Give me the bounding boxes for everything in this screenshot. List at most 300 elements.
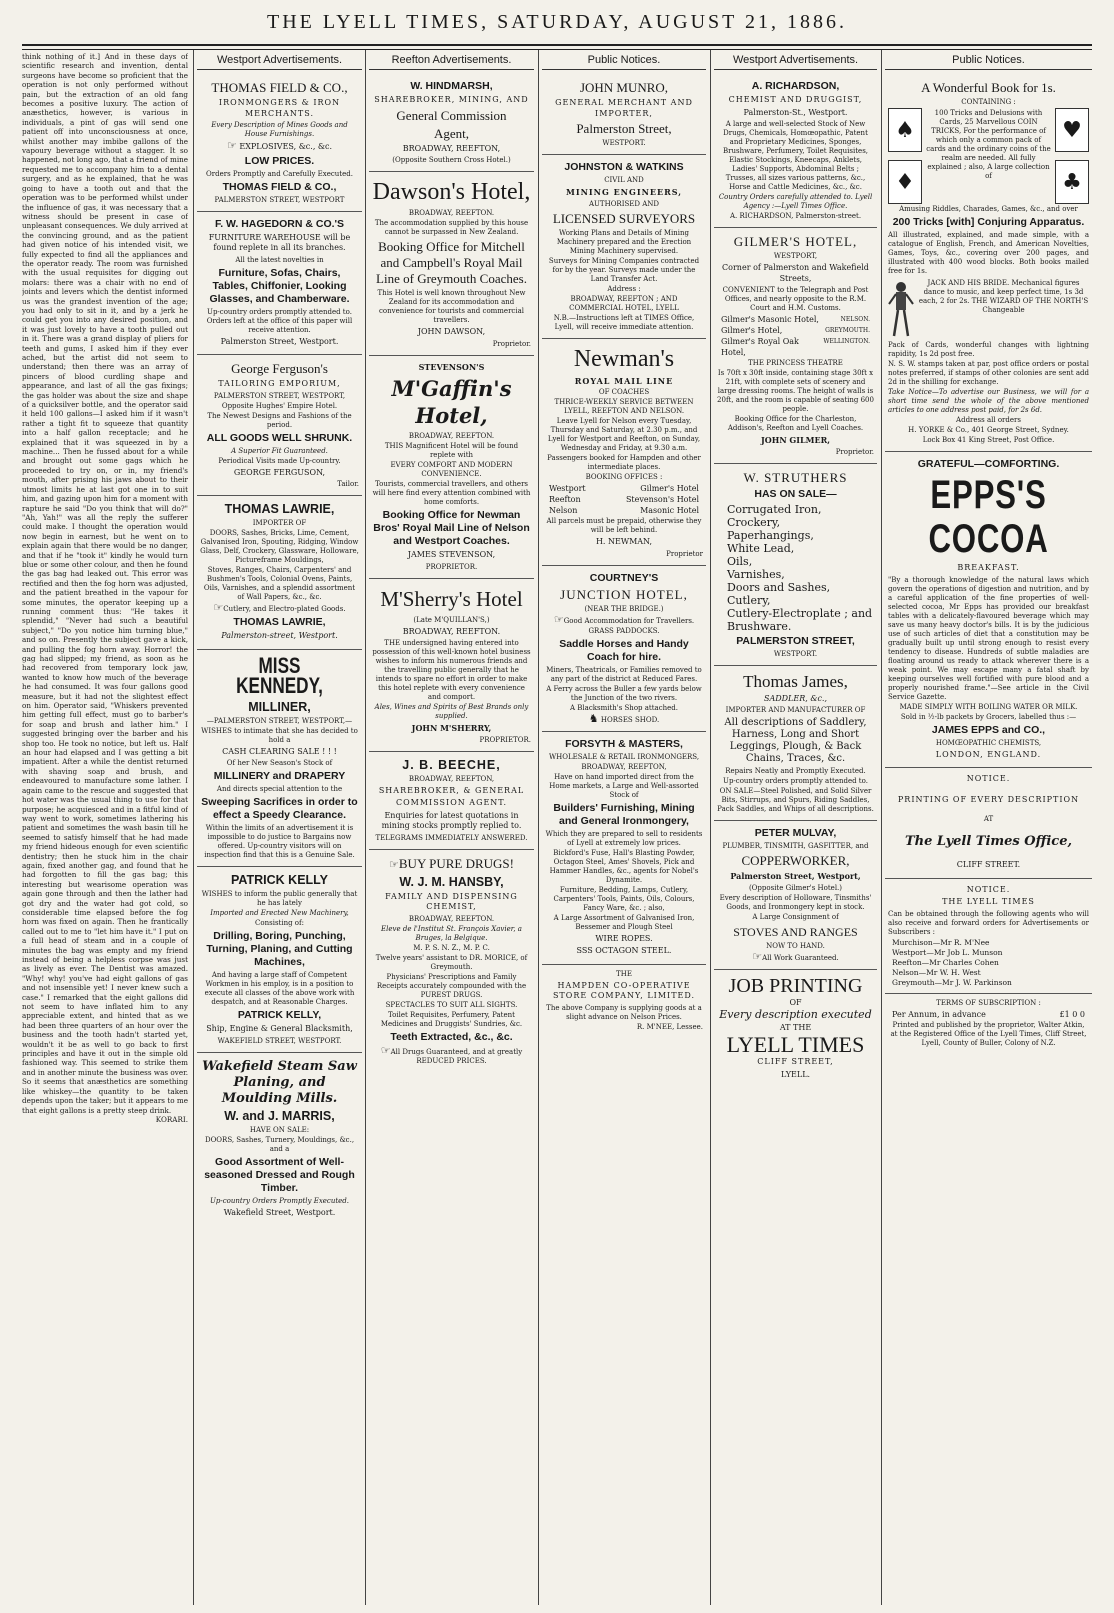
list-item: Corrugated Iron, <box>727 502 822 516</box>
masthead-rule <box>22 44 1092 50</box>
ad-line: CIVIL AND <box>604 176 644 184</box>
ad-title: M'Gaffin's Hotel, <box>391 376 512 428</box>
ad-line: Proprietor. <box>492 339 531 348</box>
ad-address: Palmerston Street, Westport, <box>730 871 861 881</box>
ad-patrick-kelly <box>197 867 362 1053</box>
ad-line: Good Assortment of Well-seasoned Dressed and Rough Timber. <box>204 1155 355 1194</box>
ad-line: Take Notice—To advertise our Business, we will for a short time send the whole of the above mentioned articles to one address post paid, for 2s 6d. <box>888 388 1089 414</box>
ad-line: Builders' Furnishing, Mining and General Ironmongery, <box>553 801 695 827</box>
ad-line: PLUMBER, TINSMITH, GASFITTER, and <box>722 842 869 850</box>
ad-line: THOMAS FIELD & CO., <box>222 180 337 193</box>
spade-card-icon: ♠ <box>888 108 922 152</box>
ad-line: MINING ENGINEERS, <box>566 187 682 197</box>
ad-address: Lock Box 41 King Street, Post Office. <box>922 436 1055 444</box>
dancing-figure-icon <box>888 280 914 340</box>
list-item: Nelson—Mr W. H. West <box>892 967 981 977</box>
ad-line: HAVE ON SALE: <box>249 1125 310 1134</box>
ad-title: A. RICHARDSON, <box>751 80 840 92</box>
ad-line: THIS Magnificent Hotel will be found replete with <box>384 442 519 459</box>
ad-line: A Blacksmith's Shop attached. <box>569 703 678 712</box>
ad-line: A Ferry across the Buller a few yards below the Junction of the two rivers. <box>546 684 702 702</box>
column-heading: Public Notices. <box>542 52 706 70</box>
list-item: Greymouth—Mr J. W. Parkinson <box>892 977 1012 987</box>
ad-signature: JAMES EPPS and CO., <box>931 723 1046 736</box>
diamond-card-icon: ♦ <box>888 160 922 204</box>
ad-title: JUNCTION HOTEL, <box>560 586 688 602</box>
ad-address: CLIFF STREET. <box>956 860 1021 869</box>
ad-struthers <box>714 464 877 666</box>
ad-line: And having a large staff of Competent Workmen in his employ, is in a position to execute all classes of the above work with despatch, and at Reasonable Charges. <box>204 971 355 1006</box>
column-public-notices-2 <box>885 52 1092 1604</box>
ad-line: Printed and published by the proprietor, Walter Atkin, at the Registered Office of the Lyell Times, Cliff Street, Lyell, County of Buller, Colony of N.Z. <box>890 1020 1087 1047</box>
ad-line: N. S. W. stamps taken at par, post office orders or postal notes preferred, if stamps of other colonies are sent add 2d in the shilling for exchange. <box>888 360 1089 386</box>
ad-line: Every description executed <box>719 1008 872 1021</box>
ad-line: WHOLESALE & RETAIL IRONMONGERS, <box>548 752 700 761</box>
ad-line: SHAREBROKER, MINING, AND <box>374 95 529 104</box>
ad-line: MILLINERY and DRAPERY <box>213 770 346 782</box>
ad-line: Physicians' Prescriptions and Family Receipts accurately compounded with the PUREST DRUGS. <box>376 972 527 999</box>
ad-line: Passengers booked for Hampden and other intermediate places. <box>547 454 701 471</box>
card-illustrations <box>888 108 1089 204</box>
ad-line: ON SALE—Steel Polished, and Solid Silver Bits, Stirrups, and Spurs, Riding Saddles, Pack Saddles, and Whips of all descriptions. <box>717 787 874 813</box>
ad-line: OF <box>789 997 802 1007</box>
pointing-hand-icon: ☞ <box>389 858 399 871</box>
ad-thomas-field <box>197 74 362 212</box>
ad-line: LYELL TIMES <box>726 1032 865 1057</box>
ad-line: M. P. S. N. Z., M. P. C. <box>413 943 490 952</box>
ad-title: A Wonderful Book for 1s. <box>921 80 1056 95</box>
ad-line: CASH CLEARING SALE ! ! ! <box>222 746 337 756</box>
ad-address: PALMERSTON STREET, WESTPORT, <box>213 391 346 400</box>
ad-line: Miners, Theatricals, or Families removed to any part of the district at Reduced Fares. <box>546 665 702 683</box>
column-westport-ads <box>197 52 362 1604</box>
column-westport-ads-2 <box>714 52 877 1604</box>
list-item: Reefton—Mr Charles Cohen <box>892 957 999 967</box>
column-heading: Reefton Advertisements. <box>369 52 534 70</box>
ad-line: Booking Office for Newman Bros' Royal Mail Line of Nelson and Westport Coaches. <box>373 509 530 547</box>
ad-line: 200 Tricks [with] Conjuring Apparatus. <box>892 216 1085 228</box>
ad-title: NOTICE. <box>966 774 1011 783</box>
ad-line: Every description of Holloware, Tinsmiths' Goods, and Ironmongery kept in stock. <box>719 893 872 911</box>
ad-line: 100 Tricks and Delusions with Cards, 25 Marvellous COIN TRICKS, For the performance of which only a common pack of cards and the ordinary coins of the realm are needed. All fully explained ; also, A large collection of <box>926 109 1051 180</box>
ad-items: All descriptions of Saddlery, Harness, Long and Short Leggings, Plough, & Back Chains, Traces, &c. <box>724 717 867 764</box>
ad-line: THRICE-WEEKLY SERVICE BETWEEN LYELL, REEFTON AND NELSON. <box>554 398 694 415</box>
ad-line: SADDLER, &c., <box>763 693 828 703</box>
ad-line: Sold in ½-lb packets by Grocers, labelled thus :— <box>900 712 1077 721</box>
pointing-hand-icon: ☞ <box>226 139 237 152</box>
article-text: think nothing of it.] And in these days of scientific research and invention, dental surgeons have become so proficient that the operation is not only performed without pain, but the extraction of an old fang becomes a positive luxury. The action of anæsthetics, however, is various in individuals, a pint of gas will send one patient off into unconsciousness at once, whilst another may imbibe gallons of the vapoury beverage without a stagger. It so happened, not long ago, that a friend of mine requested me to accompany him to a dental surgery, and as he explained, that he was going to have a tooth out and that the operation was to be performed whilst under the influence of gas, it was necessary that a witness should be present in case of unpleasant consequences. We duly arrived at the convincing ground, and as the patient had given notice of his intended visit, we fully expected to find all the appliances and the operator ready. The room was furnished with the usual requisites for digging out molars: there was a chair with no end of joints and levers which the dentist informed us was the grandest invention of the age; you had only to sit in it, and by a jerk he could get you into any desired position, and it was just lovely to have a tooth pulled out in it. There was a grand display of pliers for teeth and gums, I asked him if they ever ached, but the artist did not seem to understand; then there was an array of pincers of blood curdling shape and appearance, and last of all the gas fixings; the gas holder was about the size and shape of a quicksilver bottle, and the operator said it held 100 gallons—I asked him if it wasn't rather a tight fit to squeeze that quantity into a half gallon receptacle; and he explained that it was squeezed in by a machine... Then he fussed about for a while and brought out some gags which he proceeded to try on, or in, my friend's mouth, after prising his jaws about to their utmost limits he at last got one in to suit him, and gazing upon him for a moment with rapture he said "Do you think that will do?" "Ah, Yah!" was all the reply the sufferer could make. I thought the operation would now begin in earnest, but he went on to explain again that there would be no danger, and that if he "took it" kindly he would turn blue or some other colour, and then he found the gas bag had leaked out. This error was rectified and then the fog horn was adjusted, and the patient breathed in the vapour for some minutes, the operator keeping up a running comment thus: "He takes it splendid," "Never had such a beautiful subject," "Do you notice him turning blue," and so on. Presently the subject gave a kick, and pulling the fog horn away. Horror! the gag had slipped; my friend, as soon as he had recovered from temporary lock jaw, wanted to know how much of the beverage he had consumed. It was four gallons good measure, but it had not the slightest effect on him. Operator said, "Whiskers prevented him getting full effect, must go to barber's for soap and brush and lather him." I suggested bringing over the barber and his shop too. He took no notice, but left us. Half an hour had elapsed and I was getting a bit impatient. After a while the dentist returned with shaving soap and brush, and endeavoured to manufacture some lather. I again came to the rescue and suggested that hot water was the usual thing to use for that purpose; he acquiesced and in a fitful kind of way went to work, sometimes lathering his patient and sometimes the wash basin till he seemed to satisfy himself that he had made my friend hideous enough for even scientific dentistry; then he stuck him in the chair again, fixed another gag, and found that he had forgotten to fill the gas bag; this interesting but wearisome operation was again gone through and then the lather had got dry and the water had got cold, so considerable time elapsed before the fog horn was fixed on again. Then he frantically called out to me to "let him have it." I put on a full head of steam and in a couple of minutes the bag was empty and my friend instead of being a helpless corpse was just as lively as ever. The Dentist was amazed. "Why! why! you've had eight gallons of gas and not insensible yet! I never knew such a case." I remarked that the eight gallons did not seem to have inflated him to any appreciable extent, and hinted that as we had been three quarters of an hour over the business and the tooth hadn't started yet, wouldn't it be as well to go back to first principles and have it out in the simple old fashioned way. This seemed to strike them and in another minute the business was over. So it seems that anæsthetics are something like whiskey—the quantity to be taken depends upon the taker; but it appears to me that eight gallons is a pretty steep drink. <box>22 52 188 1115</box>
ad-line: Imported and Erected New Machinery, <box>210 909 349 917</box>
ad-line: EVERY COMFORT AND MODERN CONVENIENCE. <box>390 461 513 478</box>
ad-subscription <box>885 994 1092 1054</box>
ad-junction-hotel <box>542 566 706 732</box>
ad-line: Proprietor <box>666 549 703 558</box>
ad-address: Palmerston-street, Westport. <box>221 631 338 640</box>
ad-desc: Every Description of Mines Goods and House Furnishings. <box>211 121 348 138</box>
ad-signature: H. YORKE & Co., 401 George Street, Sydney. <box>908 426 1069 434</box>
ad-address: WAKEFIELD STREET, WESTPORT. <box>217 1036 342 1045</box>
ad-title: PETER MULVAY, <box>754 827 837 839</box>
ad-address: BROADWAY, REEFTON. <box>408 432 495 440</box>
ad-line: Is 70ft x 30ft inside, containing stage 30ft x 21ft, with complete sets of scenery and large dressing rooms. The height of walls is 20ft, and the room is capable of seating 600 people. <box>717 369 874 413</box>
ad-line: COPPERWORKER, <box>741 853 850 868</box>
ad-title: THOMAS LAWRIE, <box>224 502 335 516</box>
ad-beeche <box>369 752 534 850</box>
list-item: Varnishes, <box>727 567 785 581</box>
column-divider <box>881 50 882 1605</box>
ad-signature: A. RICHARDSON, Palmerston-street. <box>729 212 862 220</box>
ad-line: Sweeping Sacrifices in order to effect a Speedy Clearance. <box>201 796 358 821</box>
club-card-icon: ♣ <box>1055 160 1089 204</box>
list-item: Westport Gilmer's Hotel <box>549 484 699 493</box>
ad-title: GILMER'S HOTEL, <box>733 234 858 249</box>
ad-line: Up-country orders promptly attended to. Orders left at the office of this paper will receive attention. <box>206 307 353 334</box>
column-divider <box>710 50 711 1605</box>
ad-line: JACK AND HIS BRIDE. Mechanical figures dance to music, and keep perfect time, 1s 3d each, 2 for 2s. THE WIZARD OF THE NORTH'S Changeable <box>918 279 1089 314</box>
ad-line: A Large Assortment of Galvanised Iron, Bessemer and Plough Steel <box>553 913 695 931</box>
ad-line: IRONMONGERS & IRON MERCHANTS. <box>218 98 341 118</box>
ad-line: CONVENIENT to the Telegraph and Post Offices, and nearly opposite to the R.M. Court and H.M. Customs. <box>722 286 869 312</box>
list-item: Brushware. <box>727 619 792 633</box>
ad-line: HOMŒOPATHIC CHEMISTS, <box>935 738 1042 747</box>
ad-line: Drilling, Boring, Punching, Turning, Planing, and Cutting Machines, <box>206 930 353 968</box>
ad-line: "By a thorough knowledge of the natural laws which govern the operations of digestion and nutrition, and by a careful application of the fine properties of well-selected cocoa, Mr Epps has provided our breakfast tables with a delicately-flavoured beverage which may save us many heavy doctor's bills. It is by the judicious use of such articles of diet that a constitution may be gradually built up until strong enough to resist every tendency to disease. Hundreds of subtle maladies are floating around us ready to attack wherever there is a weak point. We may escape many a fatal shaft by keeping ourselves well fortified with pure blood and a properly nourished frame."—See article in the Civil Service Gazette. <box>888 575 1089 701</box>
ad-george-ferguson <box>197 355 362 496</box>
ad-line: WISHES to inform the public generally that he has lately <box>201 890 358 907</box>
ad-line: Stoves, Ranges, Chairs, Carpenters' and Bushmen's Tools, Colonial Ovens, Paints, Oils, Varnishes, and a splendid assortment of Wall Papers, &c., &c. <box>203 566 356 601</box>
ad-line: All Work Guaranteed. <box>762 953 839 962</box>
column-public-notices <box>542 52 706 1604</box>
ad-line: Address all orders <box>956 416 1021 424</box>
ad-line: Address : <box>607 284 641 293</box>
ad-line: MILLINER, <box>248 699 311 714</box>
ad-line: LICENSED SURVEYORS <box>552 210 696 226</box>
ad-line: COURTNEY'S <box>589 571 659 584</box>
column-divider <box>538 50 539 1605</box>
ad-line: WISHES to intimate that she has decided to hold a <box>201 726 358 744</box>
ad-line: Pack of Cards, wonderful changes with lightning rapidity, 1s 2d post free. <box>888 341 1089 358</box>
column-divider <box>193 50 194 1605</box>
ad-dawsons-hotel <box>369 172 534 356</box>
ad-line: LYELL. <box>780 1069 811 1079</box>
ad-johnston-watkins <box>542 155 706 339</box>
ad-line: TELEGRAMS IMMEDIATELY ANSWERED. <box>375 833 528 842</box>
ad-thomas-lawrie <box>197 496 362 650</box>
ad-line: All the latest novelties in <box>235 255 324 264</box>
ad-line: WESTPORT. <box>602 139 646 147</box>
ad-address: BROADWAY, REEFTON, <box>402 143 501 153</box>
ad-line: AUTHORISED AND <box>588 199 660 208</box>
ad-line: ALL GOODS WELL SHRUNK. <box>206 431 353 444</box>
column-divider <box>365 50 366 1605</box>
ad-line: Leave Lyell for Nelson every Tuesday, Thursday and Saturday, at 2.30 p.m., and Lyell for Westport and Reefton, on Sunday, Wednesday and Friday, at 9.30 a.m. <box>547 417 701 452</box>
ad-line: Eleve de l'Institut St. François Xavier, a Bruges, la Belgique. <box>381 924 522 942</box>
ad-title: FORSYTH & MASTERS, <box>565 737 683 750</box>
ad-address: PALMERSTON STREET, <box>736 634 855 647</box>
ad-line: Orders Promptly and Carefully Executed. <box>206 169 353 178</box>
ad-newmans-coaches <box>542 339 706 566</box>
ad-line: Ales, Wines and Spirits of Best Brands only supplied. <box>374 703 529 720</box>
ad-line: Enquiries for latest quotations in mining stocks promptly replied to. <box>381 810 522 830</box>
ad-signature: JOHN M'SHERRY, <box>411 723 492 733</box>
ad-hansby <box>369 850 534 1072</box>
list-item: Paperhangings, <box>727 528 814 542</box>
ad-line: DOORS, Sashes, Bricks, Lime, Cement, Galvanised Iron, Spouting, Ridging, Window Glass, Delf, Crockery, Glassware, Holloware, Pictureframe Mouldings, <box>200 529 359 564</box>
ad-line: BOOKING OFFICES : <box>585 473 663 481</box>
ad-line: AT <box>983 815 994 823</box>
ad-address: Palmerston-St., Westport. <box>743 107 848 117</box>
ad-address: —PALMERSTON STREET, WESTPORT,— <box>206 716 353 725</box>
ad-address: BROADWAY, REEFTON. <box>408 209 495 217</box>
ad-address: BROADWAY, REEFTON, <box>581 762 667 771</box>
ad-address: Palmerston Street, Westport. <box>220 336 339 346</box>
list-item: Cutlery, <box>727 593 771 607</box>
ad-line: N.B.—Instructions left at TIMES Office, Lyell, will receive immediate attention. <box>553 313 695 331</box>
horseshoe-icon: ♞ <box>588 711 599 725</box>
ad-address: CLIFF STREET, <box>757 1057 834 1066</box>
ad-line: This Hotel is well known throughout New Zealand for its accommodation and convenience for tourists and commercial travellers. <box>377 289 526 324</box>
column-heading: Westport Advertisements. <box>714 52 877 70</box>
ad-address: BROADWAY, REEFTON, <box>408 774 495 783</box>
ad-title: F. W. HAGEDORN & CO.'S <box>214 217 345 230</box>
ad-address: BROADWAY, REEFTON ; AND COMMERCIAL HOTEL, LYELL <box>569 294 679 312</box>
ad-line: BUY PURE DRUGS! <box>398 855 514 871</box>
ad-wakefield-mills <box>197 1053 362 1226</box>
ad-address: BROADWAY, REEFTON. <box>408 914 495 923</box>
ad-line: GRATEFUL—COMFORTING. <box>917 458 1060 470</box>
ad-line: Cutlery, and Electro-plated Goods. <box>223 605 346 613</box>
booking-offices-list <box>545 483 703 516</box>
ad-line: Twelve years' assistant to DR. MORICE, of Greymouth. <box>375 953 528 971</box>
ad-line: (Opposite Gilmer's Hotel.) <box>748 883 843 892</box>
ad-title: W. STRUTHERS <box>743 469 848 485</box>
ad-wonderful-book <box>885 74 1092 452</box>
ad-epps-cocoa <box>885 452 1092 768</box>
ad-title: JOB PRINTING <box>728 974 863 997</box>
ad-line: SHAREBROKER, & GENERAL <box>378 785 525 795</box>
ad-line: STOVES AND RANGES <box>733 924 858 939</box>
ad-items: Furniture, Sofas, Chairs, Tables, Chiffonier, Looking Glasses, and Chamberware. <box>209 266 350 305</box>
ad-title: Dawson's Hotel, <box>372 179 531 205</box>
ad-line: WIRE ROPES. <box>595 933 653 943</box>
ad-mgaffins-hotel <box>369 356 534 579</box>
ad-line: The Lyell Times Office, <box>904 834 1073 849</box>
ad-title: Thomas James, <box>743 671 848 691</box>
masthead: THE LYELL TIMES, SATURDAY, AUGUST 21, 1886. <box>267 11 847 33</box>
ad-line: PRINTING OF EVERY DESCRIPTION <box>897 794 1080 804</box>
ad-address: PALMERSTON STREET, WESTPORT <box>214 195 345 204</box>
ad-line: Amusing Riddles, Charades, Games, &c., and over <box>899 205 1078 213</box>
ad-job-printing <box>714 970 877 1088</box>
ad-title: W. HINDMARSH, <box>410 80 493 92</box>
column-heading: Public Notices. <box>885 52 1092 70</box>
ad-hampden-store <box>542 965 706 1038</box>
ad-line: The accommodation supplied by this house cannot be surpassed in New Zealand. <box>374 219 529 236</box>
ad-line: Of her New Season's Stock of <box>226 759 333 767</box>
ad-line: (Late M'QUILLAN'S,) <box>413 615 490 624</box>
ad-line: AT THE <box>779 1022 812 1032</box>
ad-line: Which they are prepared to sell to residents of Lyell at extremely low prices. <box>545 829 703 847</box>
ad-msherrys-hotel <box>369 579 534 752</box>
ad-line: A large and well-selected Stock of New Drugs, Chemicals, Homœopathic, Patent and Proprietary Medicines, Sponges, Brushware, Perfumery, Toilet Requisites, Elastic Stockings, Kneecaps, Anklets, Ladies' Supports, Abdominal Belts ; Trusses, all sizes various patterns, &c., Horse and Cattle Medicines, &c., &c. <box>722 120 869 191</box>
ad-signature: THOMAS LAWRIE, <box>233 616 326 628</box>
list-item: Doors and Sashes, <box>727 580 831 594</box>
ad-line: Good Accommodation for Travellers. <box>563 616 695 625</box>
ad-signature: JOHN GILMER, <box>761 435 830 445</box>
ad-john-munro <box>542 74 706 155</box>
list-item: Gilmer's Royal Oak Hotel, WELLINGTON. <box>721 337 870 357</box>
agents-list <box>888 938 1089 988</box>
ad-line: TAILORING EMPORIUM, <box>218 379 341 388</box>
ad-peter-mulvay <box>714 821 877 970</box>
heart-card-icon: ♥ <box>1055 108 1089 152</box>
list-item: White Lead, <box>727 541 795 555</box>
pointing-hand-icon: ☞ <box>380 1043 391 1057</box>
ad-line: All parcels must be prepaid, otherwise they will be left behind. <box>546 517 702 534</box>
ad-line: Up-country orders promptly attended to. <box>723 777 868 785</box>
column-heading: Westport Advertisements. <box>197 52 362 70</box>
ad-forsyth-masters <box>542 732 706 965</box>
ad-line: Opposite Hughes' Empire Hotel. <box>221 401 338 410</box>
pointing-hand-icon: ☞ <box>213 601 224 614</box>
ad-title: Newman's <box>573 345 675 372</box>
ad-richardson <box>714 74 877 228</box>
hotels-list <box>717 314 874 358</box>
ad-hindmarsh <box>369 74 534 172</box>
ad-line: FURNITURE WAREHOUSE will be found replete in all its branches. <box>208 232 351 252</box>
ad-title: M'Sherry's Hotel <box>380 586 523 611</box>
ad-thomas-james <box>714 666 877 822</box>
list-item: Nelson Masonic Hotel <box>549 506 699 515</box>
ad-signature: PATRICK KELLY, <box>237 1009 322 1021</box>
list-item: Murchison—Mr R. M'Nee <box>892 937 990 947</box>
ad-title: HAMPDEN CO-OPERATIVE STORE COMPANY, LIMITED. <box>552 980 696 1000</box>
list-item: Gilmer's Masonic Hotel, NELSON. <box>721 315 870 324</box>
ad-line: Toilet Requisites, Perfumery, Patent Medicines and Druggists' Sundries, &c. <box>380 1010 523 1028</box>
ad-line: HORSES SHOD. <box>600 715 660 724</box>
ad-line: IMPORTER AND MANUFACTURER OF <box>725 706 866 714</box>
ad-line: PROPRIETOR. <box>479 735 531 744</box>
ad-address: Wakefield Street, Westport. <box>223 1207 336 1217</box>
ad-signature: JAMES STEVENSON, <box>407 550 496 559</box>
ad-line: NOW TO HAND. <box>766 941 825 950</box>
ad-line: Up-country Orders Promptly Executed. <box>209 1196 350 1205</box>
ad-signature: H. NEWMAN, <box>595 537 653 546</box>
ad-line: GENERAL MERCHANT AND IMPORTER, <box>555 98 693 118</box>
ad-agents-notice <box>885 879 1092 994</box>
list-item: Westport—Mr Job L. Munson <box>892 947 1003 957</box>
ad-line: STEVENSON'S <box>418 361 485 372</box>
ad-signature: GEORGE FERGUSON, <box>233 467 326 477</box>
ad-line: (NEAR THE BRIDGE.) <box>584 604 664 613</box>
ad-line: WESTPORT. <box>773 649 818 658</box>
ad-title: EPPS'S COCOA <box>928 473 1049 561</box>
ad-line: THE LYELL TIMES <box>942 897 1035 906</box>
column-reefton-ads <box>369 52 534 1604</box>
ad-title: MISS KENNEDY, <box>236 652 323 698</box>
ad-line: COMMISSION AGENT. <box>395 798 507 807</box>
ad-line: Proprietor. <box>835 447 874 456</box>
ad-hagedorn <box>197 212 362 356</box>
list-item: Oils, <box>727 554 753 568</box>
ad-line: WESTPORT, <box>773 252 818 260</box>
ad-title: TERMS OF SUBSCRIPTION : <box>936 998 1041 1007</box>
ad-title: J. B. BEECHE, <box>402 757 501 772</box>
ad-line: ROYAL MAIL LINE <box>574 375 674 386</box>
ad-signature: JOHN DAWSON, <box>417 327 486 336</box>
ad-line: BREAKFAST. <box>957 563 1020 572</box>
ad-title: JOHNSTON & WATKINS <box>564 161 684 173</box>
items-list <box>717 503 874 633</box>
ad-line: Saddle Horses and Handy Coach for hire. <box>559 637 689 663</box>
ad-line: DOORS, Sashes, Turnery, Mouldings, &c., and a <box>204 1135 355 1153</box>
ad-line: A Superior Fit Guaranteed. <box>231 446 328 455</box>
ad-line: SSS OCTAGON STEEL. <box>576 946 672 955</box>
ad-line: W. and J. MARRIS, <box>224 1108 335 1123</box>
ad-line: A Large Consignment of <box>752 912 839 921</box>
ad-line: THE PRINCESS THEATRE <box>748 359 843 367</box>
ad-line: Periodical Visits made Up-country. <box>218 456 341 465</box>
ad-line: THE undersigned having entered into possession of this well-known hotel business wishes to inform his numerous friends and the travelling public generally that he intends to spare no effort in order to make this hotel replete with every convenience and comport. <box>372 639 531 701</box>
ad-line: Booking Office for the Charleston, Addison's, Reefton and Lyell Coaches. <box>727 415 864 432</box>
ad-printing-notice <box>885 768 1092 879</box>
ad-line: Tailor. <box>337 480 359 488</box>
ad-line: The above Company is supplying goods at a slight advance on Nelson Prices. <box>546 1003 702 1021</box>
ad-gilmers-hotel <box>714 228 877 464</box>
ad-address: BROADWAY, REEFTON. <box>402 626 501 636</box>
ad-line: And directs special attention to the <box>216 785 343 793</box>
ad-line: CONTAINING : <box>961 98 1016 106</box>
ad-line: Ship, Engine & General Blacksmith, <box>206 1024 353 1033</box>
ad-line: Tourists, commercial travellers, and others will here find every attention combined with home comforts. <box>372 480 531 506</box>
ad-title: NOTICE. <box>966 884 1011 894</box>
ad-line: All Drugs Guaranteed, and at greatly REDUCED PRICES. <box>390 1047 523 1065</box>
ad-signature: R. M'NEE, Lessee. <box>636 1022 703 1031</box>
ad-line: THE <box>616 969 632 978</box>
ad-title: Wakefield Steam Saw Planing, and Moulding Mills. <box>202 1058 357 1106</box>
ad-title: THOMAS FIELD & CO., <box>211 80 348 95</box>
ad-line: All illustrated, explained, and made simple, with a catalogue of English, French, and American Novelties, Games, Toys, &c., covering over 200 pages, and illustrated with 400 wood blocks. Both books mailed free for 1s. <box>888 231 1089 275</box>
ad-line: EXPLOSIVES, &c., &c. <box>239 142 333 151</box>
ad-line: General Commission <box>396 107 507 123</box>
ad-title: JOHN MUNRO, <box>579 80 669 95</box>
ad-line: Surveys for Mining Companies contracted for by the year. Surveys made under the Land Transfer Act. <box>548 256 700 283</box>
ad-line: GRASS PADDOCKS. <box>588 626 660 635</box>
ad-line: Have on hand imported direct from the Home markets, a Large and Well-assorted Stock of <box>549 772 699 799</box>
ad-line: Teeth Extracted, &c., &c. <box>390 1030 513 1043</box>
list-item: Cutlery-Electroplate ; and <box>727 606 873 620</box>
ad-address: Palmerston Street, <box>576 121 672 136</box>
column-article <box>22 52 188 1604</box>
ad-line: Within the limits of an advertisement it is impossible to do justice to Bargains now offered. Up-country visitors will on inspection find that this is a Genuine Sale. <box>204 824 355 859</box>
ad-title: George Ferguson's <box>231 361 328 376</box>
ad-line: Furniture, Bedding, Lamps, Cutlery, Carpenters' Tools, Paints, Oils, Colours, Fancy Ware, &c. ; also, <box>553 885 695 912</box>
ad-line: Corner of Palmerston and Wakefield Streets, <box>722 263 869 283</box>
ad-line: Booking Office for Mitchell and Campbell's Royal Mail Line of Greymouth Coaches. <box>376 239 527 286</box>
ad-title: PATRICK KELLY <box>231 873 328 887</box>
ad-line: Consisting of: <box>255 919 304 927</box>
ad-miss-kennedy <box>197 650 362 868</box>
ad-line: Working Plans and Details of Mining Machinery prepared and the Erection Mining Machinery supervised. <box>556 228 692 255</box>
ad-line: The Newest Designs and Fashions of the period. <box>207 411 352 429</box>
ad-title: W. J. M. HANSBY, <box>399 874 504 889</box>
ad-line: (Opposite Southern Cross Hotel.) <box>392 156 511 164</box>
ad-line: MADE SIMPLY WITH BOILING WATER OR MILK. <box>899 702 1078 711</box>
ad-line: CHEMIST AND DRUGGIST, <box>728 95 863 104</box>
list-item: Crockery, <box>727 515 781 529</box>
ad-line: PROPRIETOR. <box>425 562 478 571</box>
ad-line: SPECTACLES TO SUIT ALL SIGHTS. <box>385 1000 518 1009</box>
